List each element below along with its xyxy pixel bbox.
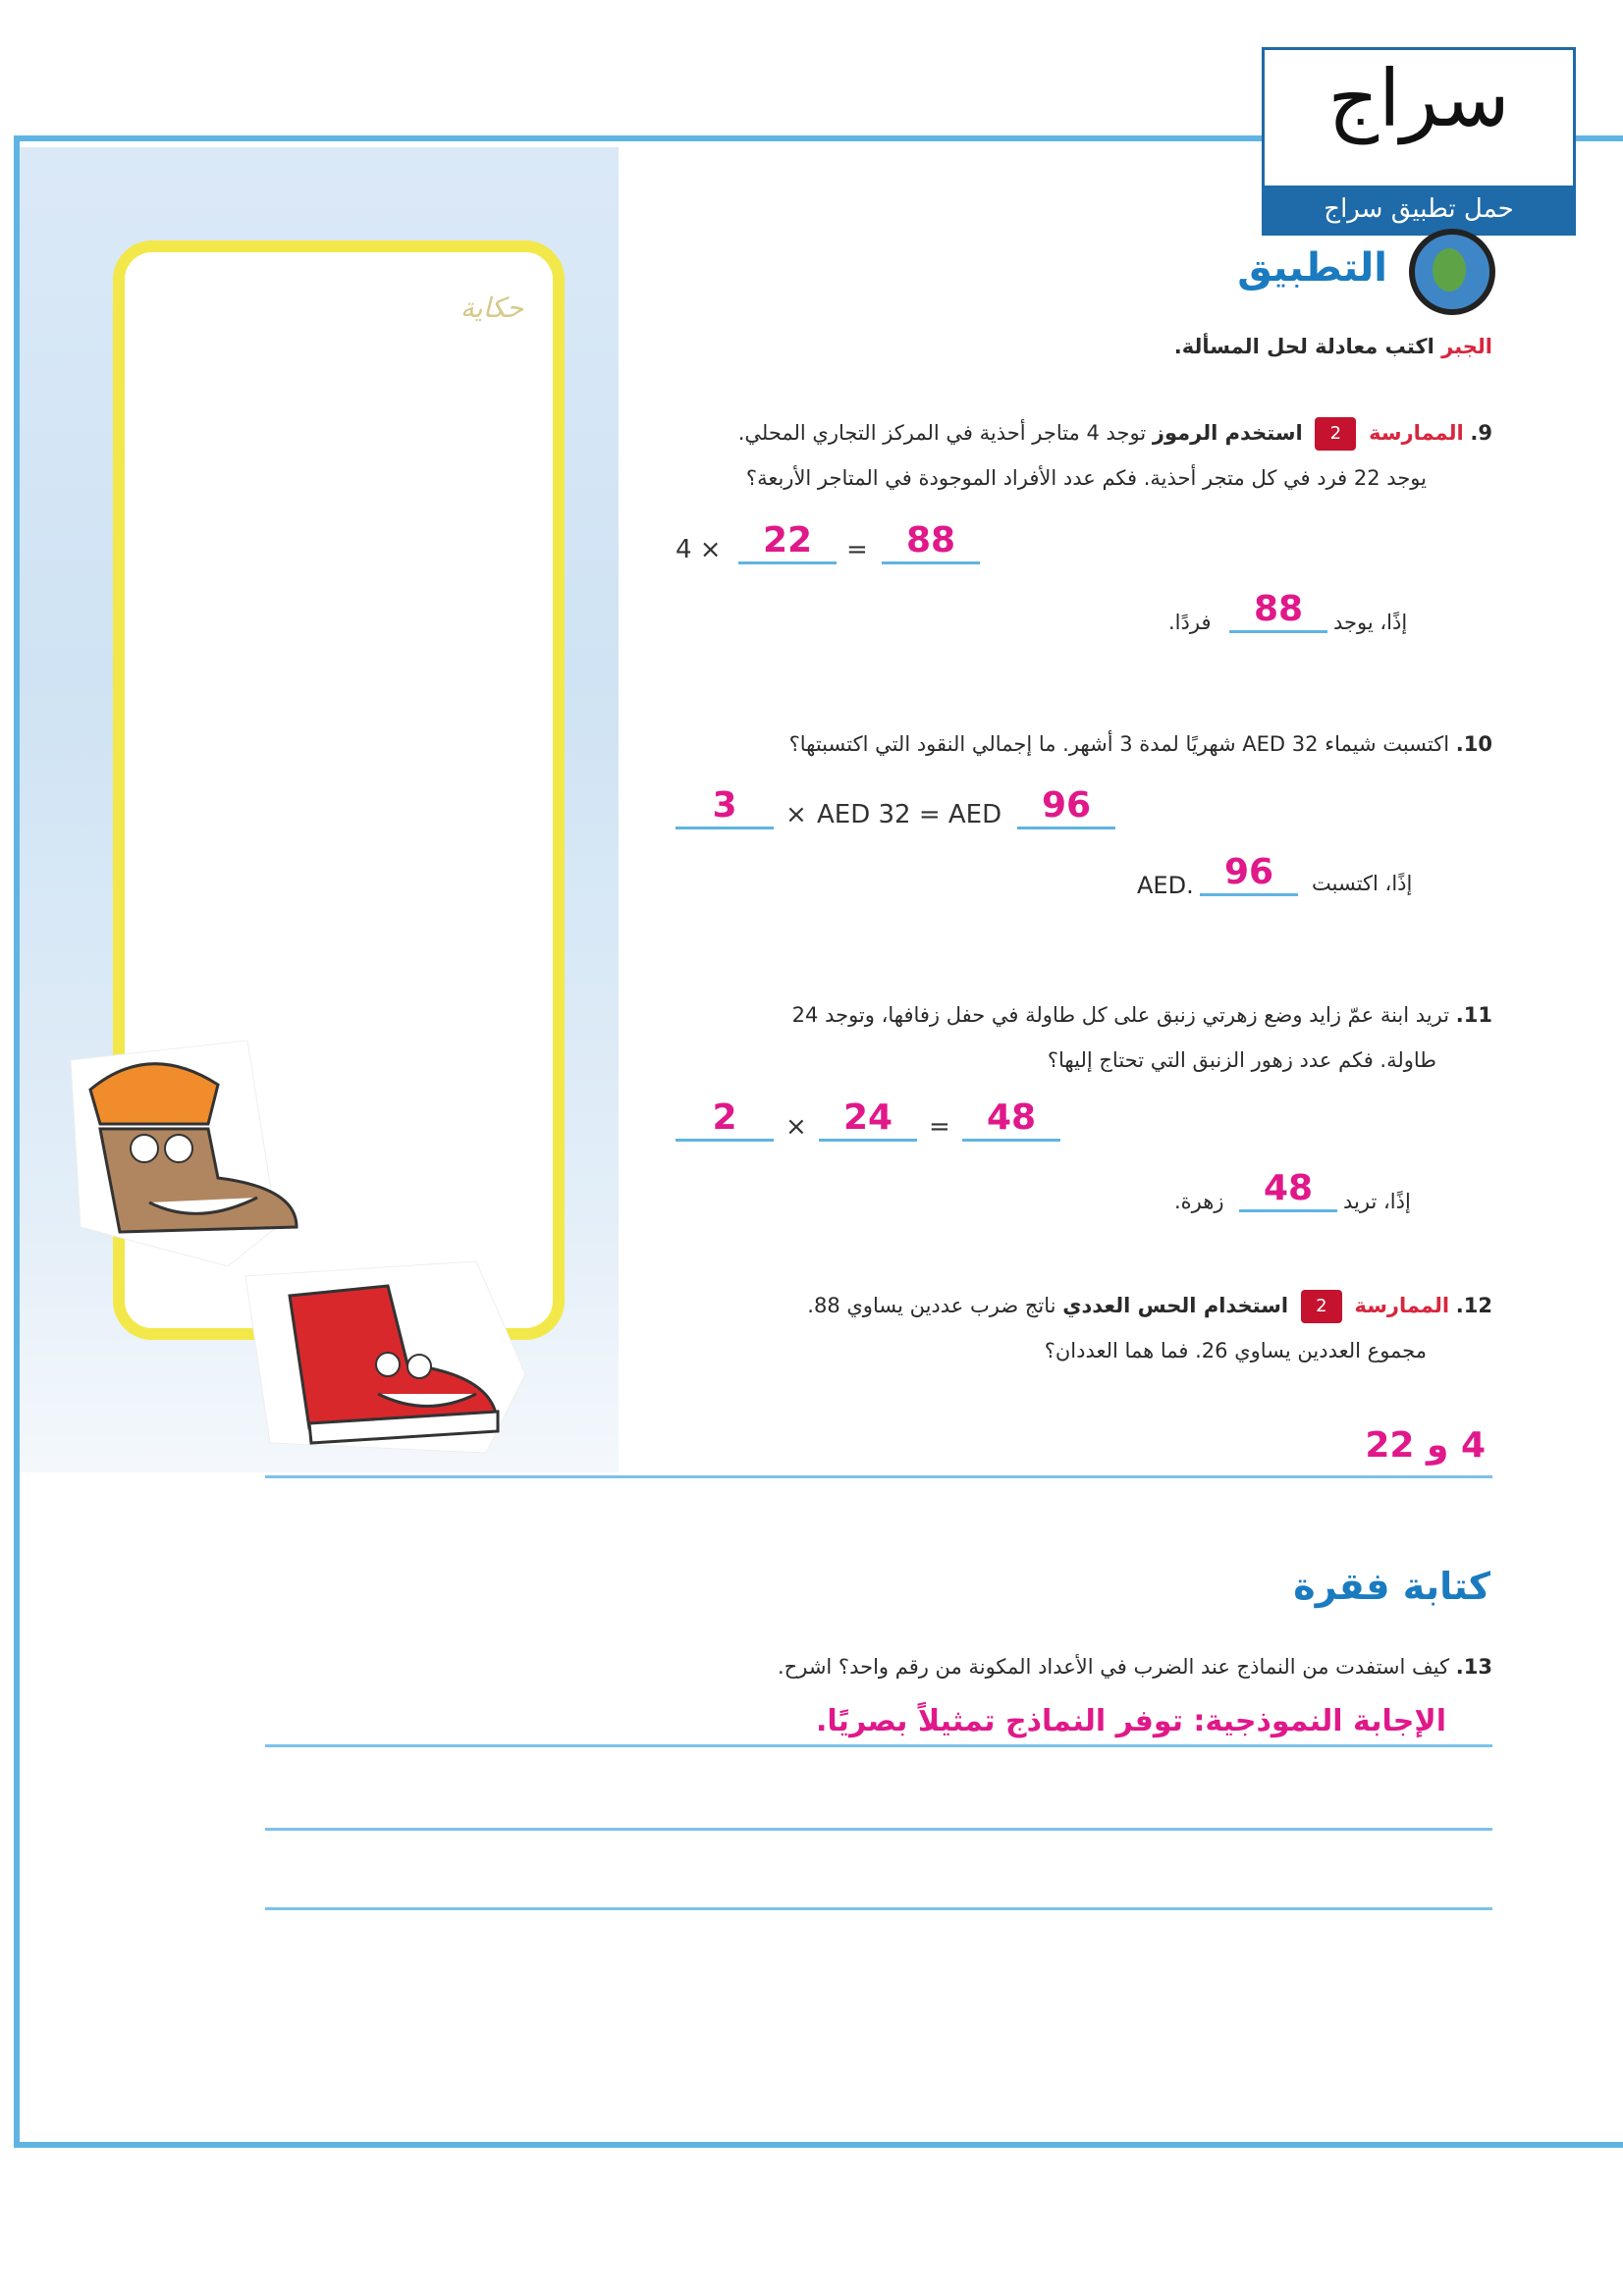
q10-so-prefix: إذًا، اكتسبت [1312, 872, 1413, 895]
q13-number: 13. [1455, 1655, 1492, 1679]
q9-blank-1 [738, 561, 837, 564]
q11-text-2: طاولة. فكم عدد زهور الزنبق التي تحتاج إليها؟ [1047, 1048, 1436, 1072]
q13-line-3 [265, 1907, 1492, 1910]
section-title: التطبيق [1237, 245, 1387, 291]
q11-blank-3 [962, 1139, 1060, 1142]
q11-so-blank [1239, 1209, 1337, 1212]
q11-blank-1 [676, 1139, 774, 1142]
q11-line1 [792, 1003, 1492, 1027]
q11-number: 11. [1455, 1003, 1492, 1027]
instruction [1174, 335, 1492, 358]
q13-line [778, 1655, 1492, 1679]
q11-text-1: تريد ابنة عمّ زايد وضع زهرتي زنبق على كل طاولة في حفل زفافها، وتوجد 24 [791, 1003, 1450, 1027]
red-sneaker-illustration [241, 1256, 535, 1463]
q10-blank-2 [1017, 827, 1115, 829]
globe-icon [1409, 229, 1495, 315]
q10-eq-mid: AED 32 = AED [817, 800, 1002, 829]
q10-number: 10. [1455, 732, 1492, 756]
q9-text-2: يوجد 22 فرد في كل متجر أحذية. فكم عدد الأفراد الموجودة في المتاجر الأربعة؟ [745, 466, 1427, 490]
q9-so-blank [1229, 630, 1327, 633]
q9-text-1: توجد 4 متاجر أحذية في المركز التجاري المحلي. [737, 421, 1147, 445]
writing-heading: كتابة فقرة [1293, 1565, 1490, 1608]
q12-text-1: ناتج ضرب عددين يساوي 88. [807, 1294, 1056, 1317]
q12-number: 12. [1455, 1294, 1492, 1317]
q13-sample-answer: الإجابة النموذجية: توفر النماذج تمثيلاً بصريًا. [816, 1704, 1446, 1738]
q10-text: اكتسبت شيماء 32 AED شهريًا لمدة 3 أشهر. ما إجمالي النقود التي اكتسبتها؟ [788, 732, 1450, 756]
brown-boot-illustration [61, 1031, 336, 1276]
q10-so-suffix: AED. [1137, 872, 1194, 899]
q10-line [789, 732, 1492, 756]
q11-so-prefix: إذًا، تريد [1343, 1190, 1411, 1213]
q12-answer-line [265, 1475, 1492, 1478]
instruction-text: اكتب معادلة لحل المسألة. [1173, 335, 1434, 358]
q9-so-suffix: فردًا. [1168, 611, 1212, 634]
q9-eq-mid: = [846, 535, 868, 564]
q13-text: كيف استفدت من النماذج عند الضرب في الأعداد المكونة من رقم واحد؟ اشرح. [778, 1655, 1450, 1679]
q10-answer-2: 96 [1041, 785, 1092, 826]
q11-so-answer: 48 [1263, 1168, 1314, 1208]
q9-skill: استخدم الرموز [1152, 421, 1303, 445]
q12-skill: استخدام الحس العددي [1062, 1294, 1289, 1317]
q9-so-answer: 88 [1253, 589, 1304, 629]
q11-answer-2: 24 [842, 1097, 893, 1138]
q9-practice-badge: 2 [1315, 417, 1356, 451]
instruction-label: الجبر [1441, 335, 1492, 358]
q12-practice-badge: 2 [1301, 1290, 1342, 1323]
q12-text-2: مجموع العددين يساوي 26. فما هما العددان؟ [1044, 1339, 1427, 1362]
q11-blank-2 [819, 1139, 917, 1142]
q10-blank-1 [676, 827, 774, 829]
q9-line1 [738, 417, 1492, 451]
q13-line-1 [265, 1744, 1492, 1747]
q9-so-prefix: إذًا، يوجد [1333, 611, 1408, 634]
q10-times: × [785, 800, 807, 829]
q9-practice-label: الممارسة [1369, 421, 1464, 445]
q9-number: 9. [1470, 421, 1492, 445]
q11-answer-1: 2 [712, 1097, 737, 1138]
brand-tagline: حمل تطبيق سراج [1265, 186, 1573, 233]
q9-answer-2: 88 [905, 520, 956, 561]
brand-box[interactable] [1262, 47, 1576, 236]
q9-eq-lhs: 4 × [676, 535, 722, 564]
q10-answer-1: 3 [712, 785, 737, 826]
q12-practice-label: الممارسة [1354, 1294, 1450, 1317]
q10-so-answer: 96 [1223, 852, 1274, 892]
q12-answer: 4 و 22 [1365, 1425, 1486, 1466]
q9-blank-2 [882, 561, 980, 564]
copyright-notice [81, 1595, 100, 2047]
q12-line1 [807, 1290, 1492, 1323]
brand-logo: سراج [1327, 53, 1510, 144]
q13-line-2 [265, 1828, 1492, 1831]
q11-times: × [785, 1112, 807, 1142]
q11-answer-3: 48 [986, 1097, 1037, 1138]
q9-answer-1: 22 [762, 520, 813, 561]
q10-so-blank [1200, 893, 1298, 896]
note-frame-title: حكاية [460, 292, 523, 324]
q11-equals: = [929, 1112, 950, 1142]
q11-so-suffix: زهرة. [1174, 1190, 1224, 1213]
